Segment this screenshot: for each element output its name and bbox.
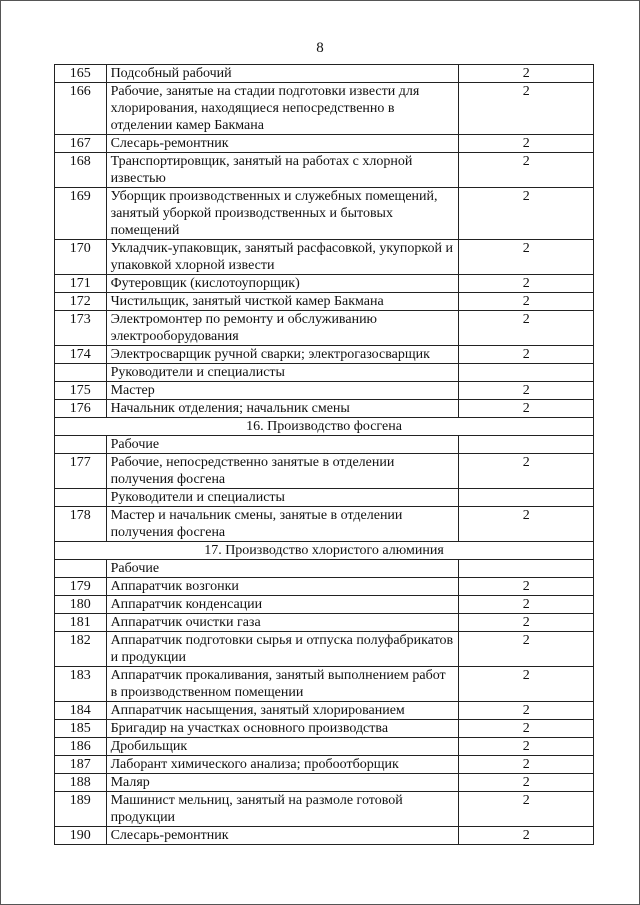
row-description: Аппаратчик подготовки сырья и отпуска полуфабрикатов и продукции bbox=[106, 632, 459, 667]
row-number: 174 bbox=[55, 346, 107, 364]
row-value: 2 bbox=[459, 83, 594, 135]
row-description: Мастер bbox=[106, 382, 459, 400]
table-row bbox=[55, 240, 594, 275]
row-value: 2 bbox=[459, 346, 594, 364]
row-number: 173 bbox=[55, 311, 107, 346]
table-row bbox=[55, 596, 594, 614]
row-description: Рабочие, непосредственно занятые в отделении получения фосгена bbox=[106, 454, 459, 489]
table-row bbox=[55, 756, 594, 774]
row-description: Аппаратчик очистки газа bbox=[106, 614, 459, 632]
group-heading: Рабочие bbox=[106, 436, 459, 454]
table-row bbox=[55, 153, 594, 188]
group-heading-row bbox=[55, 364, 594, 382]
row-value: 2 bbox=[459, 738, 594, 756]
row-value: 2 bbox=[459, 507, 594, 542]
table-row bbox=[55, 702, 594, 720]
row-value: 2 bbox=[459, 65, 594, 83]
row-number: 167 bbox=[55, 135, 107, 153]
table-row bbox=[55, 792, 594, 827]
row-number: 175 bbox=[55, 382, 107, 400]
row-value bbox=[459, 364, 594, 382]
page-number: 8 bbox=[316, 40, 324, 56]
row-description: Футеровщик (кислотоупорщик) bbox=[106, 275, 459, 293]
profession-table bbox=[54, 64, 594, 845]
row-number bbox=[55, 560, 107, 578]
row-description: Аппаратчик насыщения, занятый хлорированием bbox=[106, 702, 459, 720]
group-heading: Руководители и специалисты bbox=[106, 364, 459, 382]
table-body bbox=[55, 65, 594, 845]
row-description: Машинист мельниц, занятый на размоле готовой продукции bbox=[106, 792, 459, 827]
row-value: 2 bbox=[459, 135, 594, 153]
row-number: 189 bbox=[55, 792, 107, 827]
row-description: Бригадир на участках основного производства bbox=[106, 720, 459, 738]
row-number: 172 bbox=[55, 293, 107, 311]
row-number: 186 bbox=[55, 738, 107, 756]
row-number: 185 bbox=[55, 720, 107, 738]
row-number: 176 bbox=[55, 400, 107, 418]
table-row bbox=[55, 632, 594, 667]
group-heading: Рабочие bbox=[106, 560, 459, 578]
group-heading-row bbox=[55, 489, 594, 507]
row-value: 2 bbox=[459, 596, 594, 614]
row-description: Лаборант химического анализа; пробоотборщик bbox=[106, 756, 459, 774]
row-description: Уборщик производственных и служебных помещений, занятый уборкой производственных и бытовых помещений bbox=[106, 188, 459, 240]
row-description: Мастер и начальник смены, занятые в отделении получения фосгена bbox=[106, 507, 459, 542]
row-number: 190 bbox=[55, 827, 107, 845]
row-value: 2 bbox=[459, 240, 594, 275]
row-number: 183 bbox=[55, 667, 107, 702]
row-value: 2 bbox=[459, 756, 594, 774]
table-row bbox=[55, 720, 594, 738]
section-heading: 16. Производство фосгена bbox=[55, 418, 594, 436]
group-heading: Руководители и специалисты bbox=[106, 489, 459, 507]
row-number: 168 bbox=[55, 153, 107, 188]
row-description: Укладчик-упаковщик, занятый расфасовкой, укупоркой и упаковкой хлорной извести bbox=[106, 240, 459, 275]
row-number bbox=[55, 364, 107, 382]
row-description: Маляр bbox=[106, 774, 459, 792]
row-description: Слесарь-ремонтник bbox=[106, 135, 459, 153]
row-number: 181 bbox=[55, 614, 107, 632]
row-number: 179 bbox=[55, 578, 107, 596]
row-value: 2 bbox=[459, 454, 594, 489]
row-number: 165 bbox=[55, 65, 107, 83]
row-value: 2 bbox=[459, 188, 594, 240]
row-description: Электромонтер по ремонту и обслуживанию электрооборудования bbox=[106, 311, 459, 346]
table-row bbox=[55, 346, 594, 364]
row-number: 188 bbox=[55, 774, 107, 792]
row-number: 170 bbox=[55, 240, 107, 275]
row-number: 171 bbox=[55, 275, 107, 293]
row-value: 2 bbox=[459, 720, 594, 738]
row-description: Аппаратчик прокаливания, занятый выполнением работ в производственном помещении bbox=[106, 667, 459, 702]
row-number: 182 bbox=[55, 632, 107, 667]
table-row bbox=[55, 83, 594, 135]
table-row bbox=[55, 382, 594, 400]
row-number: 187 bbox=[55, 756, 107, 774]
row-value: 2 bbox=[459, 400, 594, 418]
row-value: 2 bbox=[459, 792, 594, 827]
row-number: 180 bbox=[55, 596, 107, 614]
row-value: 2 bbox=[459, 702, 594, 720]
table-row bbox=[55, 188, 594, 240]
row-value: 2 bbox=[459, 827, 594, 845]
row-number: 169 bbox=[55, 188, 107, 240]
row-value: 2 bbox=[459, 382, 594, 400]
row-number: 184 bbox=[55, 702, 107, 720]
table-row bbox=[55, 65, 594, 83]
row-value: 2 bbox=[459, 667, 594, 702]
table-row bbox=[55, 400, 594, 418]
row-number: 177 bbox=[55, 454, 107, 489]
row-description: Аппаратчик возгонки bbox=[106, 578, 459, 596]
table-row bbox=[55, 275, 594, 293]
row-value: 2 bbox=[459, 311, 594, 346]
row-number bbox=[55, 489, 107, 507]
table-row bbox=[55, 454, 594, 489]
row-value: 2 bbox=[459, 293, 594, 311]
row-number bbox=[55, 436, 107, 454]
row-description: Дробильщик bbox=[106, 738, 459, 756]
row-description: Начальник отделения; начальник смены bbox=[106, 400, 459, 418]
row-number: 166 bbox=[55, 83, 107, 135]
row-value: 2 bbox=[459, 774, 594, 792]
row-value: 2 bbox=[459, 153, 594, 188]
row-value bbox=[459, 489, 594, 507]
row-description: Аппаратчик конденсации bbox=[106, 596, 459, 614]
table-row bbox=[55, 135, 594, 153]
group-heading-row bbox=[55, 560, 594, 578]
table-row bbox=[55, 667, 594, 702]
row-number: 178 bbox=[55, 507, 107, 542]
section-heading: 17. Производство хлористого алюминия bbox=[55, 542, 594, 560]
table-row bbox=[55, 738, 594, 756]
table-row bbox=[55, 774, 594, 792]
row-value: 2 bbox=[459, 578, 594, 596]
row-description: Слесарь-ремонтник bbox=[106, 827, 459, 845]
table-row bbox=[55, 827, 594, 845]
row-description: Электросварщик ручной сварки; электрогазосварщик bbox=[106, 346, 459, 364]
table-row bbox=[55, 293, 594, 311]
row-value: 2 bbox=[459, 614, 594, 632]
row-value bbox=[459, 436, 594, 454]
group-heading-row bbox=[55, 436, 594, 454]
table-row bbox=[55, 507, 594, 542]
row-description: Транспортировщик, занятый на работах с хлорной известью bbox=[106, 153, 459, 188]
row-description: Чистильщик, занятый чисткой камер Бакмана bbox=[106, 293, 459, 311]
row-description: Рабочие, занятые на стадии подготовки извести для хлорирования, находящиеся непосредственно в отделении камер Бакмана bbox=[106, 83, 459, 135]
row-description: Подсобный рабочий bbox=[106, 65, 459, 83]
table-row bbox=[55, 578, 594, 596]
section-heading-row bbox=[55, 542, 594, 560]
section-heading-row bbox=[55, 418, 594, 436]
row-value bbox=[459, 560, 594, 578]
table-row bbox=[55, 311, 594, 346]
row-value: 2 bbox=[459, 275, 594, 293]
table-row bbox=[55, 614, 594, 632]
row-value: 2 bbox=[459, 632, 594, 667]
